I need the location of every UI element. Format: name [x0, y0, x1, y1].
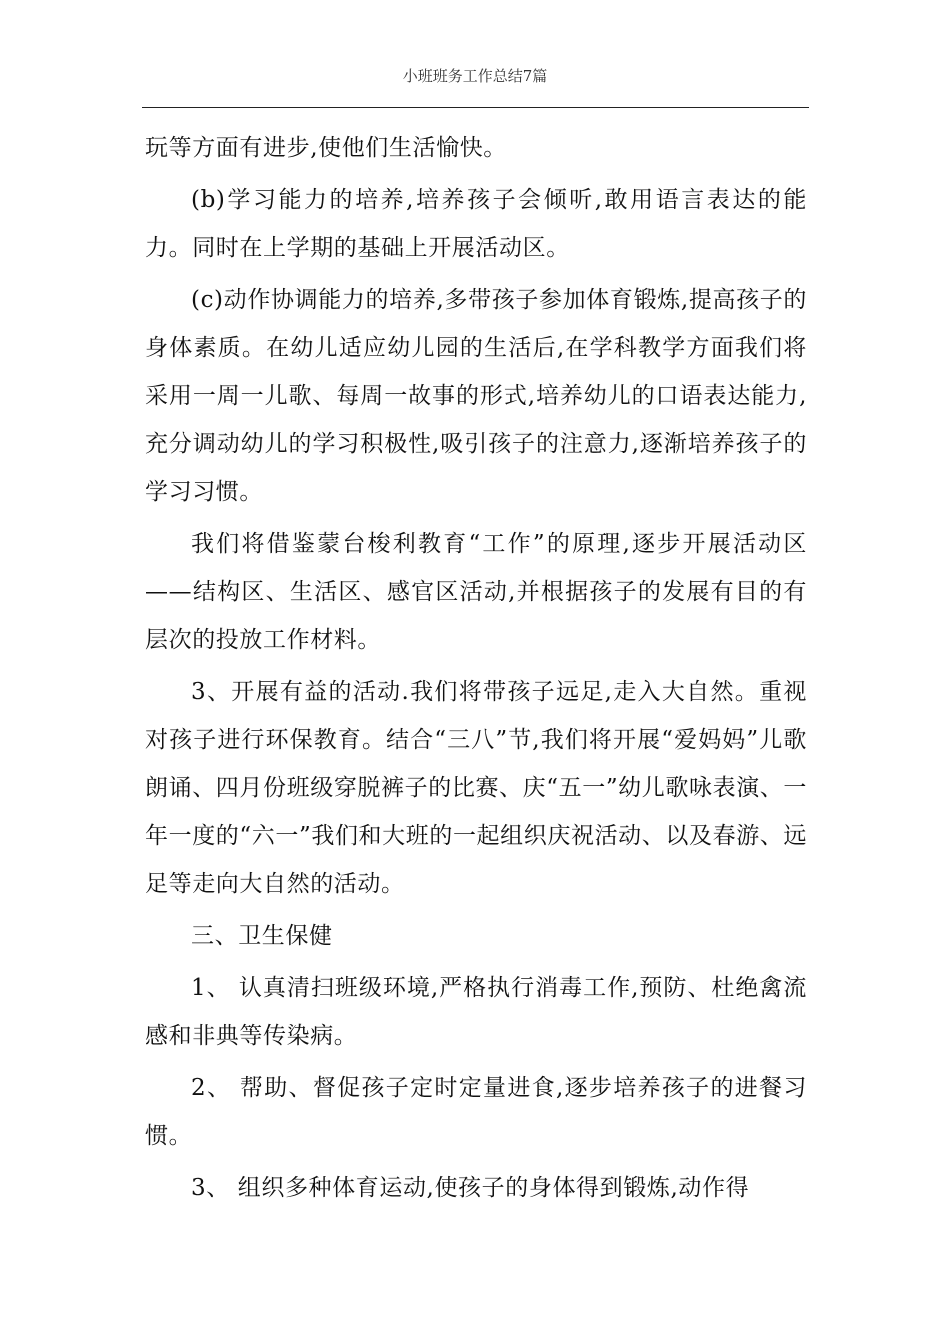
header-divider [142, 107, 809, 108]
document-body [145, 124, 807, 1216]
paragraph-activities: 3、开展有益的活动.我们将带孩子远足,走入大自然。重视对孩子进行环保教育。结合“三八”节,我们将开展“爱妈妈”儿歌朗诵、四月份班级穿脱裤子的比赛、庆“五一”幼儿歌咏表演、一年一度的“六一”我们和大班的一起组织庆祝活动、以及春游、远足等走向大自然的活动。 [145, 679, 807, 897]
section-heading-health: 三、卫生保健 [191, 923, 333, 949]
page-header-title: 小班班务工作总结7篇 [402, 67, 548, 85]
paragraph-montessori: 我们将借鉴蒙台梭利教育“工作”的原理,逐步开展活动区——结构区、生活区、感官区活动,并根据孩子的发展有目的有层次的投放工作材料。 [145, 531, 807, 653]
paragraph-continuation: 玩等方面有进步,使他们生活愉快。 [145, 135, 507, 161]
paragraph-learning-ability: (b)学习能力的培养,培养孩子会倾听,敢用语言表达的能力。同时在上学期的基础上开展活动区。 [145, 187, 807, 261]
paragraph-health-item-2: 2、 帮助、督促孩子定时定量进食,逐步培养孩子的进餐习惯。 [145, 1075, 807, 1149]
paragraph-motor-coordination: (c)动作协调能力的培养,多带孩子参加体育锻炼,提高孩子的身体素质。在幼儿适应幼儿园的生活后,在学科教学方面我们将采用一周一儿歌、每周一故事的形式,培养幼儿的口语表达能力,充分调动幼儿的学习积极性,吸引孩子的注意力,逐渐培养孩子的学习习惯。 [145, 287, 807, 505]
paragraph-health-item-3: 3、 组织多种体育运动,使孩子的身体得到锻炼,动作得 [191, 1175, 750, 1201]
paragraph-health-item-1: 1、 认真清扫班级环境,严格执行消毒工作,预防、杜绝禽流感和非典等传染病。 [145, 975, 807, 1049]
